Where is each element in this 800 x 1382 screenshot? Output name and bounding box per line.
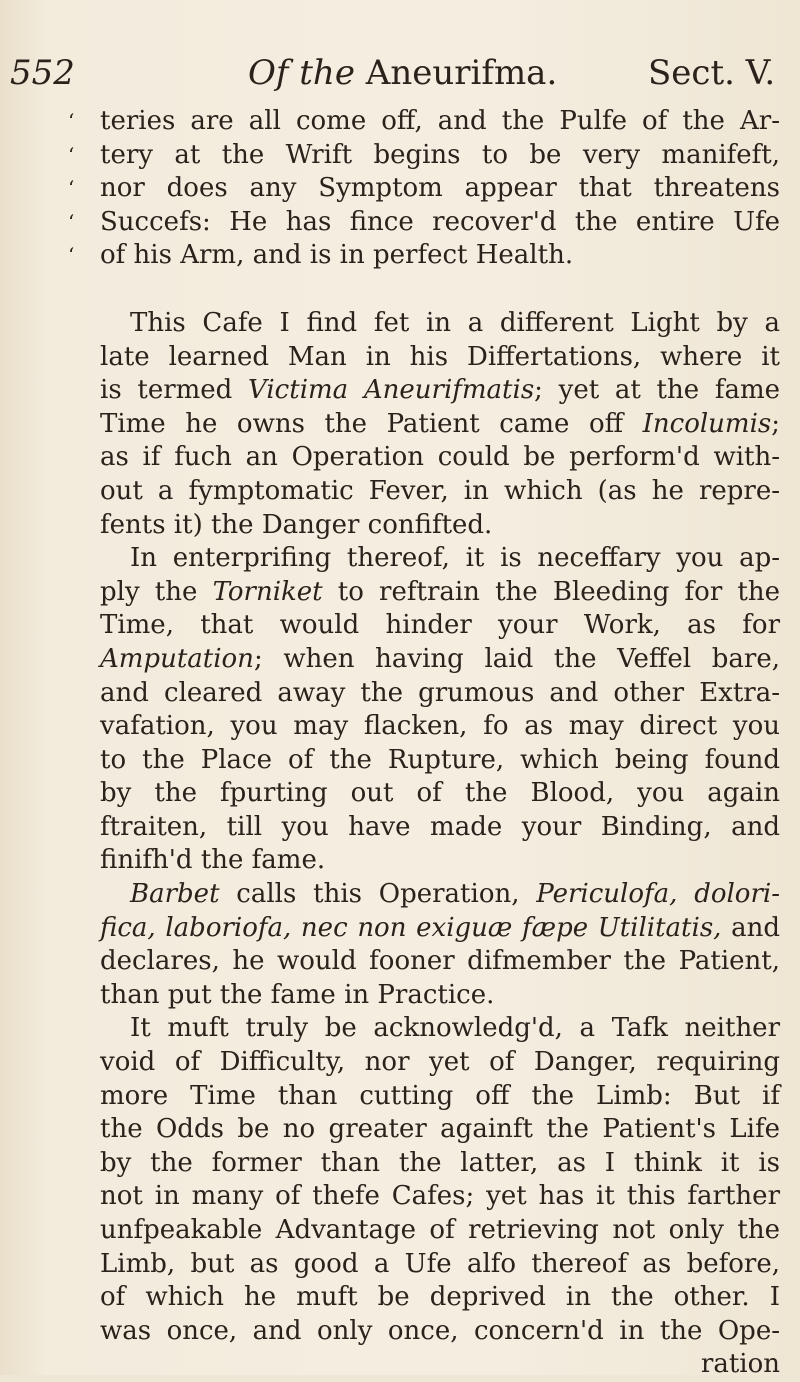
quote-mark: ‘ (68, 142, 75, 167)
paragraph-line: by the former than the latter, as I think it is (100, 1147, 780, 1178)
quote-mark: ‘ (68, 109, 75, 133)
running-title-roman: Aneurifma. (365, 53, 558, 93)
paragraph-line: as if fuch an Operation could be perform'd with- (100, 442, 780, 473)
paragraph-line: fents it) the Danger confifted. (100, 509, 493, 540)
latin-term: Incolumis (642, 408, 772, 439)
paragraph-line: not in many of thefe Cafes; yet has it this farther (100, 1181, 780, 1212)
paragraph-line: than put the fame in Practice. (100, 979, 495, 1010)
paragraph-line: ftraiten, till you have made your Binding, and (100, 811, 780, 842)
paragraph-line: and cleared away the grumous and other Extra- (100, 677, 780, 708)
paragraph-line: Limb, but as good a Ufe alfo thereof as before, (100, 1248, 780, 1279)
paragraph-line: by the fpurting out of the Blood, you again (100, 778, 780, 809)
paragraph-gap (100, 273, 780, 307)
catchword: ration (700, 1349, 780, 1380)
quote-line: ‘ teries are all come off, and the Pulfe of the Ar- (100, 105, 780, 139)
paragraph-line: more Time than cutting off the Limb: But if (100, 1080, 780, 1111)
term-torniket: Torniket (212, 576, 323, 607)
paragraph-line: vafation, you may flacken, fo as may direct you (100, 711, 780, 742)
quote-mark: ‘ (68, 176, 75, 201)
quote-line: ‘ tery at the Wrift begins to be very manifeft, (100, 139, 780, 173)
running-title-italic: Of the (248, 53, 355, 93)
quote-line: ‘ Succefs: He has fince recover'd the entire Ufe (100, 206, 780, 240)
body-text (68, 105, 781, 1382)
quote-line: ‘ of his Arm, and is in perfect Health. (100, 239, 780, 273)
paragraph-line: In enterprifing thereof, it is neceffary you ap- (130, 543, 780, 574)
paragraph-line: is termed Victima Aneurifmatis; yet at the fame (100, 375, 781, 406)
paragraph-line: Time he owns the Patient came off Incolumis; (100, 408, 780, 439)
paragraph-line: was once, and only once, concern'd in the Ope- (100, 1315, 780, 1346)
paragraph-line: Amputation; when having laid the Veffel bare, (100, 643, 780, 674)
paragraph-line: Barbet calls this Operation, Periculofa, dolori- (130, 879, 780, 910)
latin-term: Periculofa, dolori- (536, 879, 780, 910)
quote-mark: ‘ (68, 243, 75, 268)
paragraph-line: of which he muft be deprived in the other. I (100, 1282, 780, 1313)
paragraph-line: unfpeakable Advantage of retrieving not only the (100, 1215, 780, 1245)
latin-term: Victima Aneurifmatis (248, 375, 535, 406)
page-number: 552 (10, 53, 75, 93)
paragraph-line: declares, he would fooner difmember the Patient, (100, 946, 780, 977)
paragraph-line: Time, that would hinder your Work, as for (100, 610, 780, 641)
quote-line: ‘ nor does any Symptom appear that threatens (100, 172, 780, 206)
paragraph-line: ply the Torniket to reftrain the Bleeding for the (100, 576, 780, 607)
paragraph-line: void of Difficulty, nor yet of Danger, requiring (100, 1047, 780, 1078)
paragraph-line: to the Place of the Rupture, which being found (100, 744, 780, 775)
paragraph-line: finifh'd the fame. (100, 845, 326, 876)
paragraph-line: fica, laboriofa, nec non exiguæ fæpe Utilitatis, and (100, 912, 781, 943)
section-mark: Sect. V. (648, 53, 776, 93)
paragraph-line: late learned Man in his Differtations, where it (100, 341, 780, 372)
quote-mark: ‘ (68, 209, 75, 234)
paragraph-line: This Cafe I find fet in a different Light by a (130, 307, 780, 338)
term-amputation: Amputation (100, 643, 254, 674)
author-name: Barbet (130, 879, 220, 910)
paragraph-line: the Odds be no greater againft the Patient's Life (100, 1114, 780, 1145)
paragraph-line: It muft truly be acknowledg'd, a Tafk neither (130, 1013, 780, 1044)
running-header (0, 48, 800, 98)
running-title (248, 48, 557, 98)
paragraph-line: out a fymptomatic Fever, in which (as he repre- (100, 475, 780, 506)
latin-term: fica, laboriofa, nec non exiguæ fæpe Utilitatis, (100, 912, 722, 943)
